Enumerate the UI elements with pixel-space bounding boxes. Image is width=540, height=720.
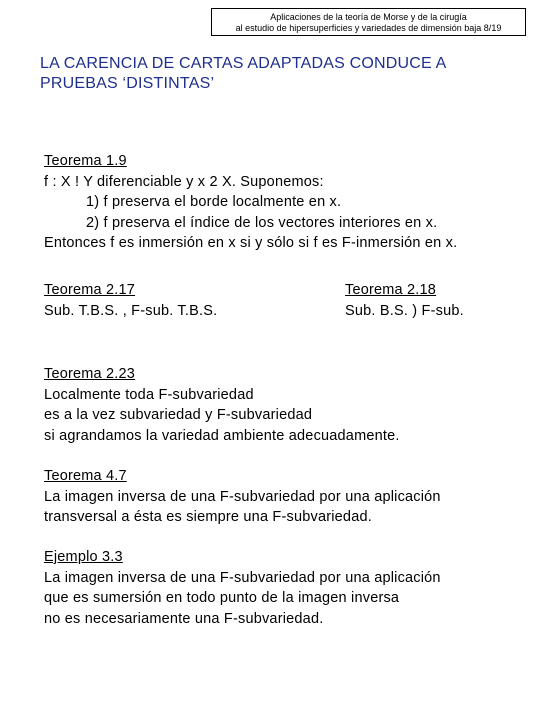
title-line-1: LA CARENCIA DE CARTAS ADAPTADAS CONDUCE A <box>40 55 447 72</box>
theorem-2-17-heading: Teorema 2.17 <box>44 282 136 298</box>
theorem-2-23-line-1: Localmente toda F-subvariedad <box>44 386 254 403</box>
theorem-2-23-heading: Teorema 2.23 <box>44 366 136 382</box>
slide-title <box>40 54 520 94</box>
slide-header <box>211 8 526 36</box>
theorem-1-9-line-4: Entonces f es inmersión en x si y sólo si f es F-inmersión en x. <box>44 235 458 251</box>
example-3-3-line-2: que es sumersión en todo punto de la imagen inversa <box>44 590 400 606</box>
theorem-2-23 <box>44 364 400 446</box>
theorem-4-7-line-2: transversal a ésta es siempre una F-subvariedad. <box>44 509 372 525</box>
example-3-3-line-3: no es necesariamente una F-subvariedad. <box>44 610 324 627</box>
theorem-1-9 <box>44 151 457 254</box>
theorem-1-9-line-2: 1) f preserva el borde localmente en x. <box>86 194 342 210</box>
theorem-1-9-heading: Teorema 1.9 <box>44 153 127 169</box>
header-line-1: Aplicaciones de la teoría de Morse y de la cirugía <box>270 12 467 22</box>
example-3-3-line-1: La imagen inversa de una F-subvariedad por una aplicación <box>44 569 441 586</box>
theorem-2-18-heading: Teorema 2.18 <box>345 282 437 298</box>
theorem-2-23-line-3: si agrandamos la variedad ambiente adecuadamente. <box>44 427 400 444</box>
theorem-1-9-line-3: 2) f preserva el índice de los vectores interiores en x. <box>86 214 438 231</box>
example-3-3 <box>44 547 441 629</box>
theorem-2-18 <box>345 280 464 321</box>
theorem-4-7 <box>44 466 441 528</box>
theorem-4-7-heading: Teorema 4.7 <box>44 468 127 484</box>
theorem-2-18-line-1: Sub. B.S. ) F-sub. <box>345 302 464 319</box>
header-line-2: al estudio de hipersuperficies y variedades de dimensión baja 8/19 <box>235 23 502 33</box>
theorem-4-7-line-1: La imagen inversa de una F-subvariedad por una aplicación <box>44 488 441 505</box>
title-line-2: PRUEBAS ‘DISTINTAS’ <box>40 75 215 92</box>
theorem-2-17-line-1: Sub. T.B.S. , F-sub. T.B.S. <box>44 302 218 319</box>
theorem-2-17 <box>44 280 217 321</box>
example-3-3-heading: Ejemplo 3.3 <box>44 549 123 565</box>
theorem-1-9-line-1: f : X ! Y diferenciable y x 2 X. Suponemos: <box>44 173 324 190</box>
theorem-2-23-line-2: es a la vez subvariedad y F-subvariedad <box>44 407 313 423</box>
